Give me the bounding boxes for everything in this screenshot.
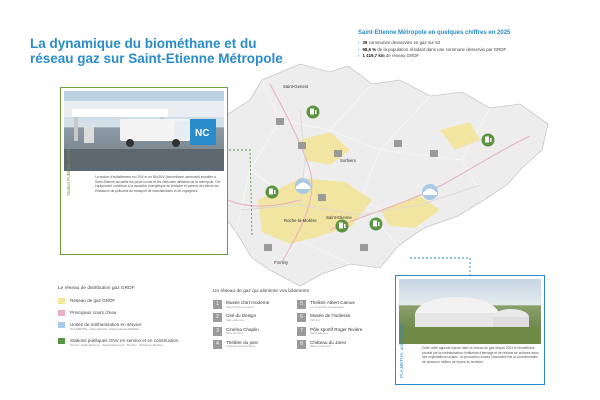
- building-item: 7 Pôle sportif Roger Rivière Saint-Etienne: [297, 327, 387, 336]
- building-marker: [298, 142, 306, 149]
- methanisation-photo: [399, 279, 541, 344]
- legend-swatch: [58, 310, 65, 316]
- gnv-station-icon: [307, 106, 320, 119]
- station-photo: [64, 91, 224, 171]
- building-item: 5 Théâtre Albert Camus Le Chambon-Feugerolles: [297, 300, 387, 309]
- city-label: Firminy: [274, 260, 289, 265]
- legend-item: Principaux cours d'eau: [58, 310, 208, 316]
- station-caption: Station Publique Gnvert: [66, 148, 71, 196]
- territory-outline: [212, 64, 548, 286]
- legend-item: Stations publiques GNV en service et en construction Gnvert, Saint-Etienne · Saint-Chamond · Firminy · Roche-la-Molière: [58, 338, 208, 348]
- key-figure-item: › 35 communes desservies en gaz sur 53: [358, 40, 573, 47]
- legend-item: Unités de méthanisation en service Pl.A.METHA, unité agricole, Saint-Genest-Malifaux: [58, 322, 208, 332]
- station-photo-card: [60, 87, 228, 255]
- key-figure-item: › 98,6 % de la population résidant dans une commune desservie par GRDF: [358, 47, 573, 54]
- building-marker: [334, 150, 342, 157]
- building-marker: [430, 150, 438, 157]
- legend-swatch: [58, 298, 65, 304]
- city-label: Saint-Etienne: [326, 215, 352, 220]
- building-item: 8 Château du Jarez Saint-Chamond: [297, 340, 387, 349]
- building-marker: [264, 244, 272, 251]
- legend-swatch: [58, 322, 65, 328]
- svg-text:NC: NC: [195, 128, 210, 139]
- legend-heading: Le réseau de distribution gaz GRDF: [58, 286, 135, 291]
- city-label: Sorbiers: [340, 158, 357, 163]
- building-item: 4 Théâtre du parc Andrézieux-Bouthéon: [213, 340, 297, 349]
- city-label: Roche-la-Molière: [284, 218, 317, 223]
- methanisation-photo-card: [395, 275, 545, 385]
- methanisation-caption: Pl.A.METHA, unité agricole: [399, 323, 404, 378]
- building-marker: [276, 118, 284, 125]
- methanisation-unit-icon: [295, 178, 311, 194]
- gnv-station-icon: [336, 220, 349, 233]
- key-figures-heading: Saint-Etienne Métropole en quelques chiffres en 2025: [358, 30, 511, 36]
- page-title: La dynamique du biométhane et du réseau gaz sur Saint-Etienne Métropole: [30, 36, 283, 66]
- buildings-heading: Un réseau de gaz qui alimente vos bâtiments: [213, 289, 309, 294]
- building-item: 3 Cinéma Chaplin Rive-de-Gier: [213, 327, 297, 336]
- building-item: 6 Musée de l'Indiesse Firminy: [297, 313, 387, 322]
- map-legend: [58, 286, 208, 354]
- legend-swatch: [58, 338, 65, 344]
- building-marker: [318, 194, 326, 201]
- building-marker: [360, 244, 368, 251]
- methanisation-leader-line: [410, 258, 470, 276]
- methanisation-unit-icon: [422, 184, 438, 200]
- buildings-list: [213, 289, 393, 349]
- gnv-station-icon: [482, 134, 495, 147]
- building-item: 1 Musée d'art moderne Saint-Priest-en-Jarez: [213, 300, 297, 309]
- legend-item: Réseau de gaz GRDF: [58, 298, 208, 304]
- station-description: La station d'avitaillement en GNV et en BioGNV (biométhane carburant) installée à Saint-Etienne accueille les poids lourds et les véhicules utilitaires de la métropole. Cet équipement contribue à la transition énergétique du territoire et permet de réduire les émissions de polluants du transport de marchandises et de voyageurs.: [95, 175, 221, 193]
- building-item: 2 Cité du Design Saint-Etienne: [213, 313, 297, 322]
- building-marker: [394, 140, 402, 147]
- gnv-station-icon: [266, 186, 279, 199]
- city-label: Saint-Genest: [283, 84, 309, 89]
- gnv-station-icon: [370, 218, 383, 231]
- key-figure-item: › 1 419,7 km de réseau GRDF: [358, 53, 573, 60]
- methanisation-description: Cette unité agricole injecte dans le réseau de gaz depuis 2024 le biométhane produit par la méthanisation d'effluents d'élevage et de résidus de cultures issus des exploitations locales. La production couvre l'équivalent de la consommation de plusieurs milliers de foyers du territoire.: [422, 346, 539, 364]
